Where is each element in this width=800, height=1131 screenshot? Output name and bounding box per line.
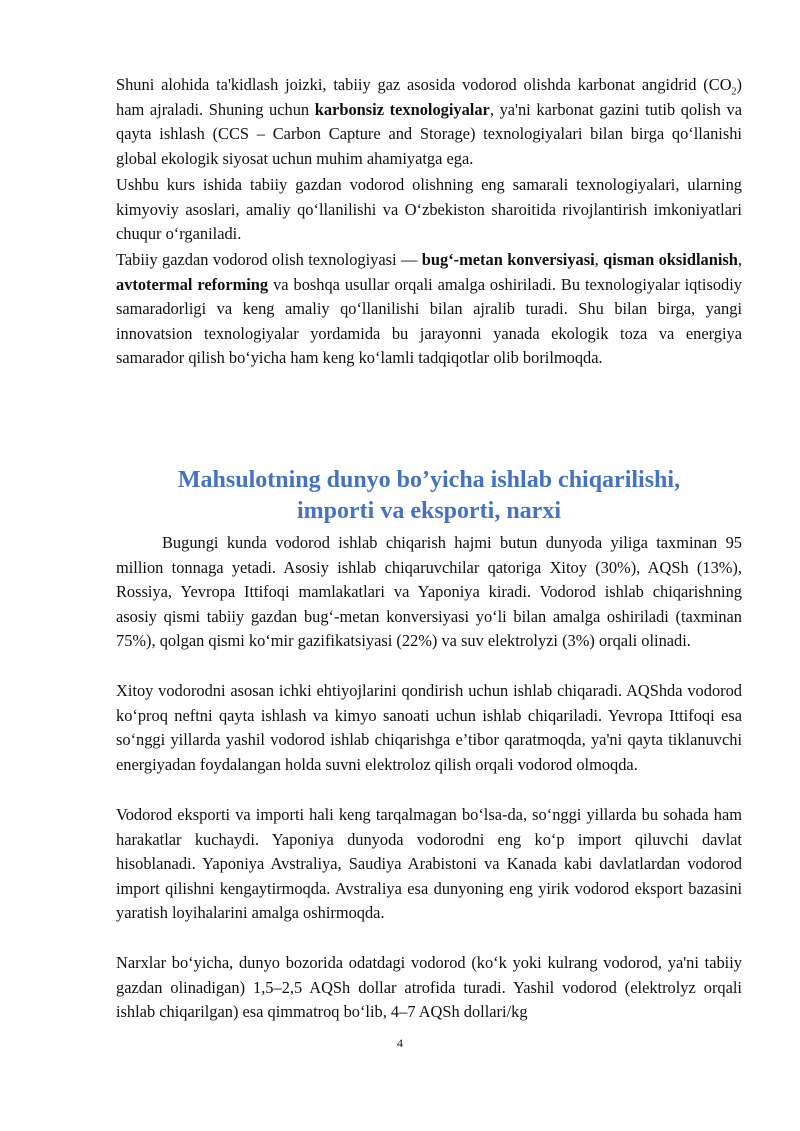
subscript-text: 2 xyxy=(731,86,737,98)
paragraph-trade: Vodorod eksporti va importi hali keng tarqalmagan bo‘lsa-da, so‘nggi yillarda bu sohada ham harakatlar kuchaydi. Yaponiya dunyoda vodorodni eng ko‘p import qiluvchi davlat hisoblanadi. Yaponiya Avstraliya, Saudiya Arabistoni va Kanada kabi davlatlardan vodorod import qilishni kengaytirmoqda. Avstraliya esa dunyoning eng yirik vodorod eksport bazasini yaratish loyihalarini amalga oshirmoqda. xyxy=(116,805,742,923)
paragraph-text: va boshqa usullar orqali amalga oshiriladi. Bu texnologiyalar iqtisodiy samaradorligi va keng amaliy qo‘llanilishi bilan ajralib turadi. Shu bilan birga, yangi innovatsion texnologiyalar yordamida bu jarayonni yanada ekologik toza va energiya samarador qilish bo‘yicha ham keng ko‘lamli tadqiqotlar olib borilmoqda. xyxy=(116,274,742,368)
bold-term: karbonsiz texnologiyalar xyxy=(314,99,490,119)
paragraph-text: Tabiiy gazdan vodorod olish texnologiyasi — xyxy=(116,250,422,269)
paragraph-text: , ya'ni karbonat gazini tutib qolish va qayta ishlash (CCS – Carbon Capture and Storage) texnologiyalari bilan birga qo‘llanishi global ekologik siyosat uchun muhim ahamiyatga ega. xyxy=(116,99,742,168)
paragraph-production: Bugungi kunda vodorod ishlab chiqarish hajmi butun dunyoda yiliga taxminan 95 million tonnaga yetadi. Asosiy ishlab chiqaruvchilar qatoriga Xitoy (30%), AQSh (13%), Rossiya, Yevropa Ittifoqi mamlakatlari va Yaponiya kiradi. Vodorod ishlab chiqarishning asosiy qismi tabiiy gazdan bug‘-metan konversiyasi yo‘li bilan amalga oshiriladi (taxminan 75%), qolgan qismi ko‘mir gazifikatsiyasi (22%) va suv elektrolyzi (3%) orqali olinadi. xyxy=(116,533,742,651)
paragraph-technologies xyxy=(116,248,742,371)
bold-term: bug‘-metan konversiyasi xyxy=(421,250,595,269)
heading-line: importi va eksporti, narxi xyxy=(297,498,561,524)
paragraph-text: Shuni alohida ta'kidlash joizki, tabiiy gaz asosida vodorod olishda karbonat angidrid (CO xyxy=(116,75,732,94)
paragraph-countries: Xitoy vodorodni asosan ichki ehtiyojlarini qondirish uchun ishlab chiqaradi. AQShda vodorod ko‘proq neftni qayta ishlash va kimyo sanoati uchun ishlab chiqariladi. Yevropa Ittifoqi esa so‘nggi yillarda yashil vodorod ishlab chiqarishga e’tibor qaratmoqda, ya'ni qayta tiklanuvchi energiyadan foydalangan holda suvni elektroloz qilish orqali vodorod olmoqda. xyxy=(116,681,742,774)
heading-line: Mahsulotning dunyo bo’yicha ishlab chiqarilishi, xyxy=(177,467,681,493)
bold-term: avtotermal reforming xyxy=(116,274,269,294)
page-number: 4 xyxy=(397,1036,403,1050)
paragraph-course-goal: Ushbu kurs ishida tabiiy gazdan vodorod olishning eng samarali texnologiyalari, ularning kimyoviy asoslari, amaliy qo‘llanilishi va O‘zbekiston sharoitida rivojlantirish imkoniyatlari chuqur o‘rganiladi. xyxy=(116,175,742,244)
paragraph-text: , xyxy=(594,250,604,269)
paragraph-ccs xyxy=(116,73,742,171)
paragraph-text: , xyxy=(737,250,742,269)
section-heading xyxy=(116,465,742,527)
paragraph-text: ) ham ajraladi. Shuning uchun xyxy=(116,75,742,119)
paragraph-prices: Narxlar bo‘yicha, dunyo bozorida odatdagi vodorod (ko‘k yoki kulrang vodorod, ya'ni tabiiy gazdan olinadigan) 1,5–2,5 AQSh dollar atrofida turadi. Yashil vodorod (elektrolyz orqali ishlab chiqarilgan) esa qimmatroq bo‘lib, 4–7 AQSh dollari/kg xyxy=(116,953,742,1022)
bold-term: qisman oksidlanish xyxy=(603,250,738,269)
